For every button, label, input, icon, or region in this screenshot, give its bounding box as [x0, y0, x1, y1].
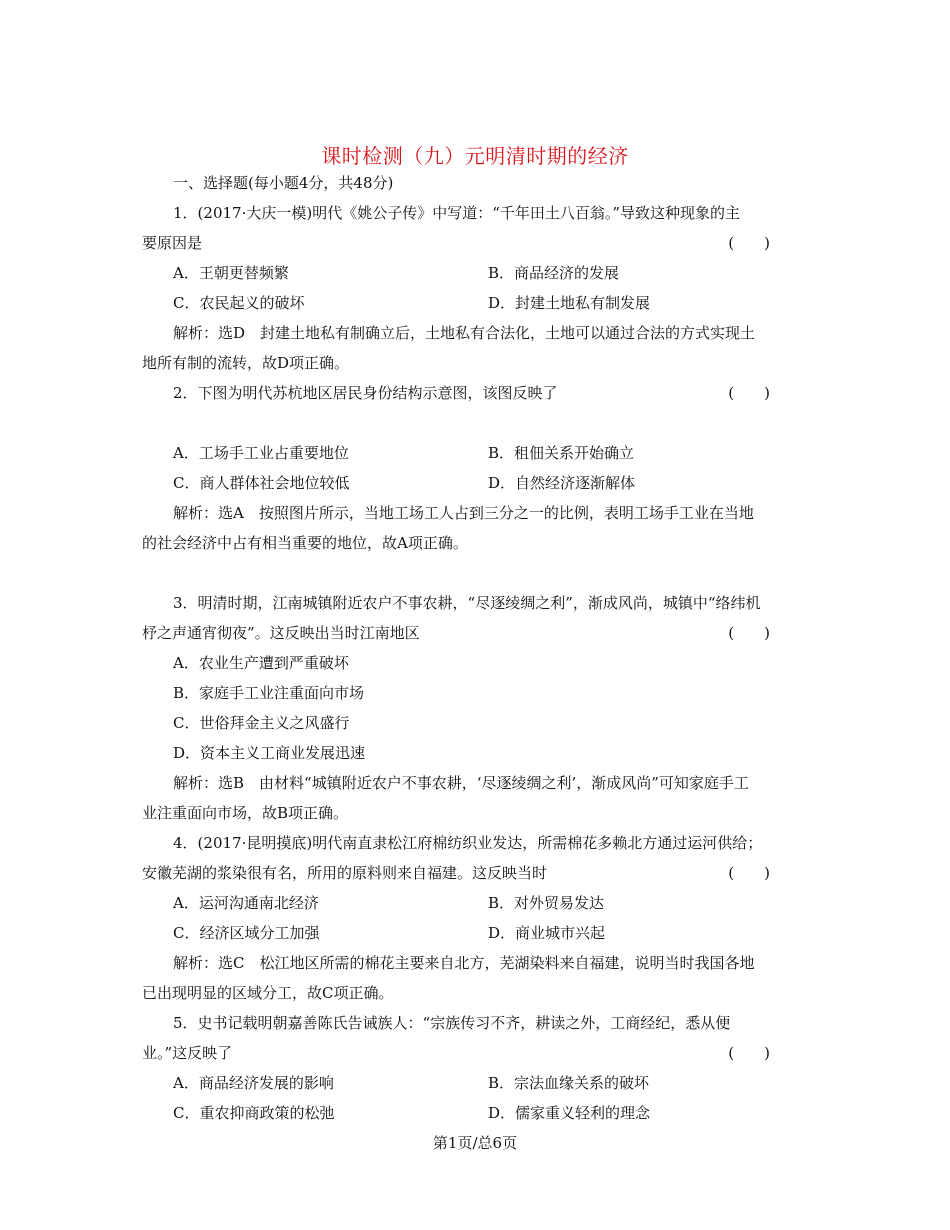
q5-answer-blank: ( ) [728, 1044, 770, 1062]
q4-option-d: D．商业城市兴起 [488, 924, 606, 942]
q5-options-row1 [142, 1068, 822, 1098]
q1-stem-line2 [142, 228, 822, 258]
q3-option-b: B．家庭手工业注重面向市场 [173, 684, 365, 702]
q1-answer-blank: ( ) [728, 234, 770, 252]
q5-options-row2 [142, 1098, 822, 1128]
q4-stem-tail: 安徽芜湖的浆染很有名，所用的原料则来自福建。这反映当时 [142, 864, 548, 882]
q2-stem-line1 [142, 378, 822, 408]
q4-analysis-line1: 解析：选C 松江地区所需的棉花主要来自北方，芜湖染料来自福建，说明当时我国各地 [173, 954, 755, 972]
page-number: 第1页/总6页 [432, 1134, 518, 1152]
q3-analysis-line2: 业注重面向市场，故B项正确。 [142, 804, 349, 822]
q5-option-c: C．重农抑商政策的松弛 [173, 1104, 335, 1122]
q1-option-a: A．王朝更替频繁 [173, 264, 289, 282]
q2-figure-space [142, 408, 822, 438]
q2-analysis-line1: 解析：选A 按照图片所示，当地工场工人占到三分之一的比例，表明工场手工业在当地 [173, 504, 754, 522]
question-list [142, 168, 822, 1128]
q3-option-c: C．世俗拜金主义之风盛行 [173, 714, 350, 732]
q3-option-d: D．资本主义工商业发展迅速 [173, 744, 366, 762]
q1-analysis-line2: 地所有制的流转，故D项正确。 [142, 354, 350, 372]
q2-option-a: A．工场手工业占重要地位 [173, 444, 349, 462]
q1-option-c: C．农民起义的破坏 [173, 294, 305, 312]
q5-stem-line2 [142, 1038, 822, 1068]
q5-option-b: B．宗法血缘关系的破坏 [488, 1074, 650, 1092]
q4-option-b: B．对外贸易发达 [488, 894, 605, 912]
q1-options-row2 [142, 288, 822, 318]
section-heading: 一、选择题(每小题4分，共48分) [173, 174, 394, 192]
q2-stem-text: 2．下图为明代苏杭地区居民身份结构示意图，该图反映了 [173, 384, 558, 402]
q4-answer-blank: ( ) [728, 864, 770, 882]
q3-analysis-line1: 解析：选B 由材料“城镇附近农户不事农耕，‘尽逐绫绸之利’，渐成风尚”可知家庭手工 [173, 774, 749, 792]
q1-stem-line1: 1．(2017·大庆一模)明代《姚公子传》中写道：“千年田土八百翁。”导致这种现象的主 [173, 204, 741, 222]
q2-option-c: C．商人群体社会地位较低 [173, 474, 350, 492]
q3-stem-line2 [142, 618, 822, 648]
q5-stem-line1: 5．史书记载明朝嘉善陈氏告诫族人：“宗族传习不齐，耕读之外，工商经纪，悉从便 [173, 1014, 731, 1032]
q3-answer-blank: ( ) [728, 624, 770, 642]
q1-analysis-line1: 解析：选D 封建土地私有制确立后，土地私有合法化，土地可以通过合法的方式实现土 [173, 324, 756, 342]
q4-option-a: A．运河沟通南北经济 [173, 894, 319, 912]
q4-option-c: C．经济区域分工加强 [173, 924, 320, 942]
q2-options-row1 [142, 438, 822, 468]
q1-options-row1 [142, 258, 822, 288]
q3-option-a: A．农业生产遭到严重破坏 [173, 654, 349, 672]
q2-option-b: B．租佃关系开始确立 [488, 444, 635, 462]
q2-options-row2 [142, 468, 822, 498]
q5-option-d: D．儒家重义轻利的理念 [488, 1104, 651, 1122]
q5-stem-tail: 业。”这反映了 [142, 1044, 233, 1062]
page-title: 课时检测（九）元明清时期的经济 [321, 144, 629, 168]
q4-analysis-line2: 已出现明显的区域分工，故C项正确。 [142, 984, 394, 1002]
q1-option-b: B．商品经济的发展 [488, 264, 620, 282]
q4-options-row2 [142, 918, 822, 948]
q4-stem-line1: 4．(2017·昆明摸底)明代南直隶松江府棉纺织业发达，所需棉花多赖北方通过运河供给； [173, 834, 763, 852]
q2-option-d: D．自然经济逐渐解体 [488, 474, 636, 492]
q2-answer-blank: ( ) [728, 384, 770, 402]
q1-stem-tail: 要原因是 [142, 234, 203, 252]
q3-stem-line1: 3．明清时期，江南城镇附近农户不事农耕，“尽逐绫绸之利”，渐成风尚，城镇中“络纬机 [173, 594, 761, 612]
q1-option-d: D．封建土地私有制发展 [488, 294, 651, 312]
q3-spacer [142, 558, 822, 588]
q5-option-a: A．商品经济发展的影响 [173, 1074, 334, 1092]
q3-stem-tail: 杼之声通宵彻夜”。这反映出当时江南地区 [142, 624, 420, 642]
q4-options-row1 [142, 888, 822, 918]
q2-analysis-line2: 的社会经济中占有相当重要的地位，故A项正确。 [142, 534, 468, 552]
q4-stem-line2 [142, 858, 822, 888]
